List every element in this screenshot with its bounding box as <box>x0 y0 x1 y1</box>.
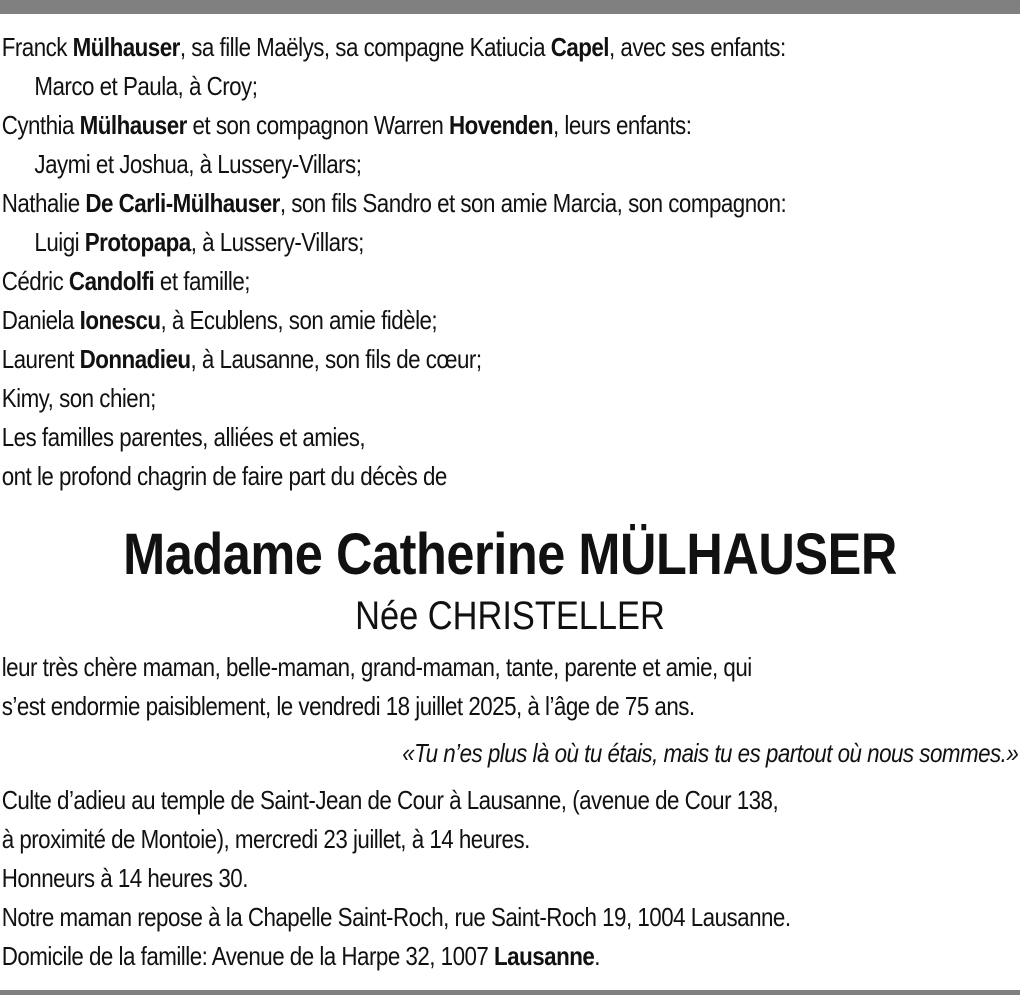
text-segment: Domicile de la famille: Avenue de la Harpe 32, 1007 <box>1 941 495 971</box>
surname: Ionescu <box>79 305 161 335</box>
service-line <box>0 820 877 859</box>
service-line <box>0 859 877 898</box>
family-list <box>0 28 1020 496</box>
maiden-name: Née CHRISTELLER <box>355 594 665 638</box>
text-segment: , à Lausanne, son fils de cœur; <box>190 344 482 374</box>
text-segment: , leurs enfants: <box>552 110 692 140</box>
text-segment: , à Lussery-Villars; <box>190 227 364 257</box>
text-segment: Cynthia <box>1 110 80 140</box>
surname: Protopapa <box>84 227 191 257</box>
text-segment: Franck <box>1 32 73 62</box>
text-segment: , sa fille Maëlys, sa compagne Katiucia <box>179 32 551 62</box>
surname: De Carli-Mülhauser <box>85 188 280 218</box>
text-segment: Jaymi et Joshua, à Lussery-Villars; <box>34 149 362 179</box>
text-segment: Kimy, son chien; <box>1 383 156 413</box>
family-line <box>0 457 877 496</box>
text-segment: Culte d’adieu au temple de Saint-Jean de Cour à Lausanne, (avenue de Cour 138, <box>1 785 779 815</box>
text-segment: Laurent <box>1 344 80 374</box>
text-segment: Nathalie <box>1 188 86 218</box>
service-line <box>0 781 877 820</box>
tribute-line: leur très chère maman, belle-maman, grand-maman, tante, parente et amie, qui <box>1 652 752 682</box>
family-line <box>0 418 877 457</box>
obituary-notice <box>0 28 1020 976</box>
surname: Mülhauser <box>79 110 187 140</box>
text-segment: Notre maman repose à la Chapelle Saint-Roch, rue Saint-Roch 19, 1004 Lausanne. <box>1 902 791 932</box>
deceased-name: Madame Catherine MÜLHAUSER <box>123 522 897 587</box>
service-line <box>0 898 877 937</box>
tribute-line: s’est endormie paisiblement, le vendredi 18 juillet 2025, à l’âge de 75 ans. <box>1 691 695 721</box>
text-segment: , à Ecublens, son amie fidèle; <box>160 305 438 335</box>
family-line <box>0 184 877 223</box>
bottom-rule <box>0 990 1020 995</box>
text-segment: . <box>594 941 600 971</box>
family-line <box>0 379 877 418</box>
top-rule <box>0 0 1020 14</box>
surname: Hovenden <box>449 110 553 140</box>
text-segment: Daniela <box>1 305 80 335</box>
family-line <box>0 145 877 184</box>
surname: Lausanne <box>494 941 595 971</box>
family-line <box>0 340 877 379</box>
text-segment: , son fils Sandro et son amie Marcia, son compagnon: <box>279 188 787 218</box>
surname: Capel <box>550 32 610 62</box>
service-line <box>0 937 877 976</box>
text-segment: Marco et Paula, à Croy; <box>34 71 258 101</box>
text-segment: et son compagnon Warren <box>186 110 450 140</box>
family-line <box>0 106 877 145</box>
text-segment: à proximité de Montoie), mercredi 23 juillet, à 14 heures. <box>1 824 530 854</box>
text-segment: Les familles parentes, alliées et amies, <box>1 422 366 452</box>
family-line <box>0 28 877 67</box>
text-segment: Cédric <box>1 266 69 296</box>
text-segment: , avec ses enfants: <box>609 32 786 62</box>
text-segment: Luigi <box>34 227 85 257</box>
family-line <box>0 262 877 301</box>
text-segment: Honneurs à 14 heures 30. <box>1 863 248 893</box>
text-segment: ont le profond chagrin de faire part du décès de <box>1 461 447 491</box>
memorial-quote: «Tu n’es plus là où tu étais, mais tu es partout où nous sommes.» <box>402 738 1019 768</box>
surname: Mülhauser <box>72 32 180 62</box>
tribute-paragraph <box>0 648 1020 726</box>
family-line <box>0 223 877 262</box>
text-segment: et famille; <box>154 266 250 296</box>
family-line <box>0 67 877 106</box>
surname: Candolfi <box>68 266 155 296</box>
service-details <box>0 781 1020 976</box>
surname: Donnadieu <box>79 344 191 374</box>
family-line <box>0 301 877 340</box>
